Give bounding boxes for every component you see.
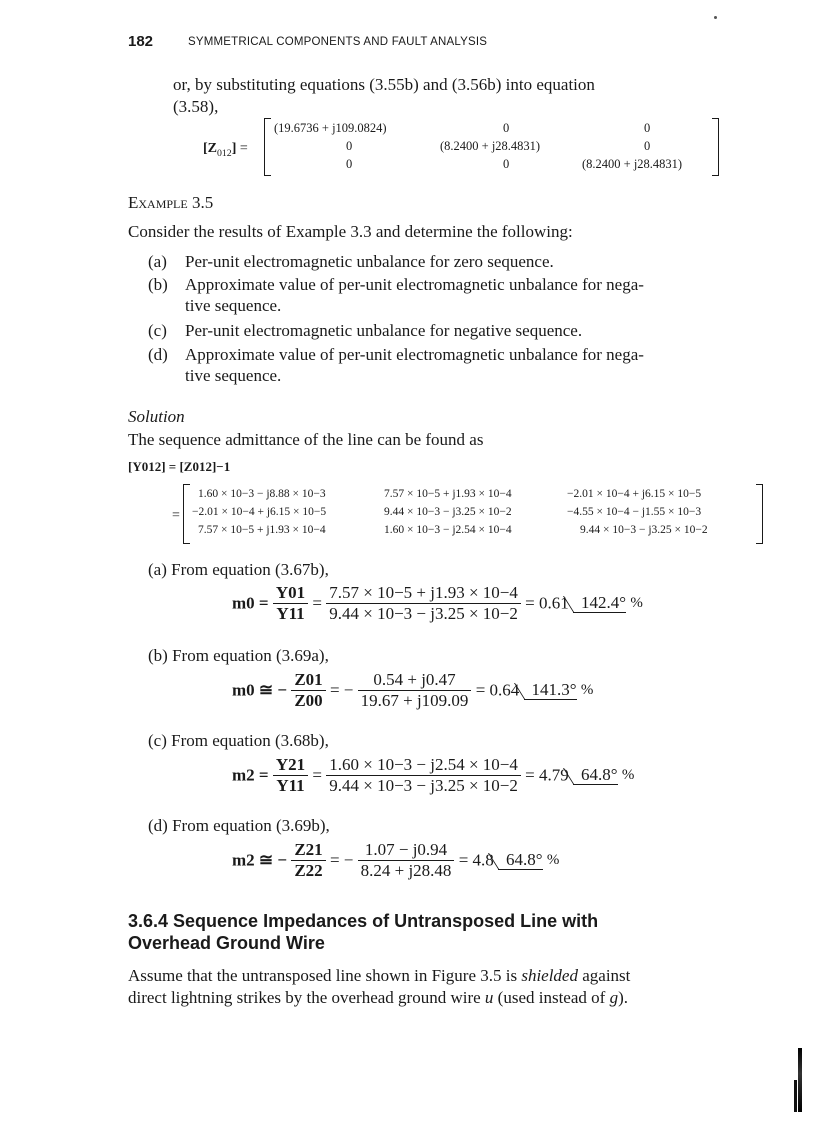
scan-edge-artifact (798, 1048, 802, 1112)
section-paragraph-line-2: direct lightning strikes by the overhead ground wire u (used instead of g). (128, 988, 628, 1007)
step-a-lhs: m0 = (232, 593, 269, 613)
intro-line-2: (3.58), (173, 97, 219, 116)
z012-r0c1: 0 (503, 121, 510, 135)
y012-lhs: [Y012] = [Z012]−1 (128, 459, 231, 474)
z012-r1c1: (8.2400 + j28.4831) (440, 139, 541, 153)
running-header: SYMMETRICAL COMPONENTS AND FAULT ANALYSIS (188, 36, 488, 48)
step-b-symbolic-fraction: $\frac{Z01}{Z00}$ (291, 670, 325, 711)
y012-r1c1: 9.44 × 10−3 − j3.25 × 10−2 (384, 506, 512, 518)
step-c-result: = 4.79 (525, 765, 569, 785)
item-c-text: Per-unit electromagnetic unbalance for negative sequence. (185, 321, 583, 340)
step-d-lhs: m2 ≅ − (232, 850, 288, 870)
step-b-label: (b) From equation (3.69a), (148, 646, 329, 665)
y012-bracket-right (756, 484, 763, 544)
y012-r1c2: −4.55 × 10−4 − j1.55 × 10−3 (567, 506, 702, 518)
step-b-result: = 0.64 (475, 680, 520, 700)
item-b-text-1: Approximate value of per-unit electromagnetic unbalance for nega- (185, 275, 644, 294)
item-b-label: (b) (148, 275, 168, 294)
y012-r2c2: 9.44 × 10−3 − j3.25 × 10−2 (580, 524, 708, 536)
y012-r0c0: 1.60 × 10−3 − j8.88 × 10−3 (198, 488, 326, 500)
item-c-label: (c) (148, 321, 167, 340)
y012-r2c1: 1.60 × 10−3 − j2.54 × 10−4 (384, 524, 512, 536)
step-b-numeric-fraction: $\frac{0.54 + j0.47}{19.67 + j109.09}$ (358, 670, 472, 711)
step-b-angle: 141.3° (524, 681, 577, 700)
z012-bracket-right (712, 118, 719, 176)
y012-bracket-left (183, 484, 190, 544)
step-a-angle: 142.4° (573, 594, 626, 613)
step-d-symbolic-fraction: $\frac{Z21}{Z22}$ (291, 840, 325, 881)
step-c-equation: m2 = $\frac{Y21}{Y11}$ = $\frac{1.60 \times 10-3 - j2.54 \times 10-4}{9.44 \times 10-3 - j3.25 \times 10-2}$ = 4.79 64.8° % (232, 755, 635, 795)
y012-r1c0: −2.01 × 10−4 + j6.15 × 10−5 (192, 506, 327, 518)
step-c-symbolic-fraction: $\frac{Y21}{Y11}$ (273, 755, 308, 796)
step-d-numeric-fraction: $\frac{1.07 - j0.94}{8.24 + j28.48}$ (358, 840, 455, 881)
z012-r2c0: 0 (346, 157, 353, 171)
y012-r2c0: 7.57 × 10−5 + j1.93 × 10−4 (198, 524, 326, 536)
z012-r2c1: 0 (503, 157, 510, 171)
y012-r0c2: −2.01 × 10−4 + j6.15 × 10−5 (567, 488, 702, 500)
item-d-label: (d) (148, 345, 168, 364)
y012-equals: = (172, 508, 180, 523)
item-a-text: Per-unit electromagnetic unbalance for zero sequence. (185, 252, 554, 271)
step-b-lhs: m0 ≅ − (232, 680, 288, 700)
step-a-equation: m0 = $\frac{Y01}{Y11}$ = $\frac{7.57 \times 10-5 + j1.93 \times 10-4}{9.44 \times 10-3 - j3.25 \times 10-2}$ = 0.61 142.4° % (232, 583, 643, 623)
scan-edge-artifact-2 (794, 1080, 797, 1112)
solution-heading: Solution (128, 407, 185, 426)
step-d-equation: m2 ≅ − $\frac{Z21}{Z22}$ = − $\frac{1.07 - j0.94}{8.24 + j28.48}$ = 4.8 64.8° % (232, 840, 560, 880)
section-title-line-1: 3.6.4 Sequence Impedances of Untransposed Line with (128, 911, 599, 931)
section-paragraph-line-1: Assume that the untransposed line shown in Figure 3.5 is shielded against (128, 966, 631, 985)
item-a-label: (a) (148, 252, 167, 271)
example-statement: Consider the results of Example 3.3 and determine the following: (128, 222, 573, 241)
step-c-label: (c) From equation (3.68b), (148, 731, 329, 750)
z012-lhs: $[Z_{012}]$ = (203, 141, 248, 159)
z012-r0c0: (19.6736 + j109.0824) (274, 121, 387, 135)
step-c-numeric-fraction: $\frac{1.60 \times 10-3 - j2.54 \times 10-4}{9.44 \times 10-3 - j3.25 \times 10-2}$ (326, 755, 521, 796)
step-a-symbolic-fraction: $\frac{Y01}{Y11}$ (273, 583, 308, 624)
step-c-angle: 64.8° (573, 766, 618, 785)
z012-r0c2: 0 (644, 121, 651, 135)
step-c-lhs: m2 = (232, 765, 269, 785)
step-a-numeric-fraction: $\frac{7.57 \times 10-5 + j1.93 \times 10-4}{9.44 \times 10-3 - j3.25 \times 10-2}$ (326, 583, 521, 624)
z012-r1c0: 0 (346, 139, 353, 153)
step-a-result: = 0.61 (525, 593, 569, 613)
page-number: 182 (128, 33, 154, 50)
intro-line-1: or, by substituting equations (3.55b) and (3.56b) into equation (173, 75, 595, 94)
example-title: Example 3.5 (128, 193, 214, 212)
scan-speck (714, 16, 717, 19)
step-b-equation: m0 ≅ − $\frac{Z01}{Z00}$ = − $\frac{0.54 + j0.47}{19.67 + j109.09}$ = 0.64 141.3° % (232, 670, 594, 710)
step-d-result: = 4.8 (458, 850, 494, 870)
step-a-label: (a) From equation (3.67b), (148, 560, 329, 579)
section-title-line-2: Overhead Ground Wire (128, 933, 325, 953)
step-d-angle: 64.8° (498, 851, 543, 870)
solution-text: The sequence admittance of the line can be found as (128, 430, 484, 449)
y012-r0c1: 7.57 × 10−5 + j1.93 × 10−4 (384, 488, 512, 500)
z012-r2c2: (8.2400 + j28.4831) (582, 157, 683, 171)
z012-r1c2: 0 (644, 139, 651, 153)
item-b-text-2: tive sequence. (185, 296, 282, 315)
step-d-label: (d) From equation (3.69b), (148, 816, 330, 835)
z012-bracket-left (264, 118, 271, 176)
item-d-text-1: Approximate value of per-unit electromagnetic unbalance for nega- (185, 345, 644, 364)
item-d-text-2: tive sequence. (185, 366, 282, 385)
